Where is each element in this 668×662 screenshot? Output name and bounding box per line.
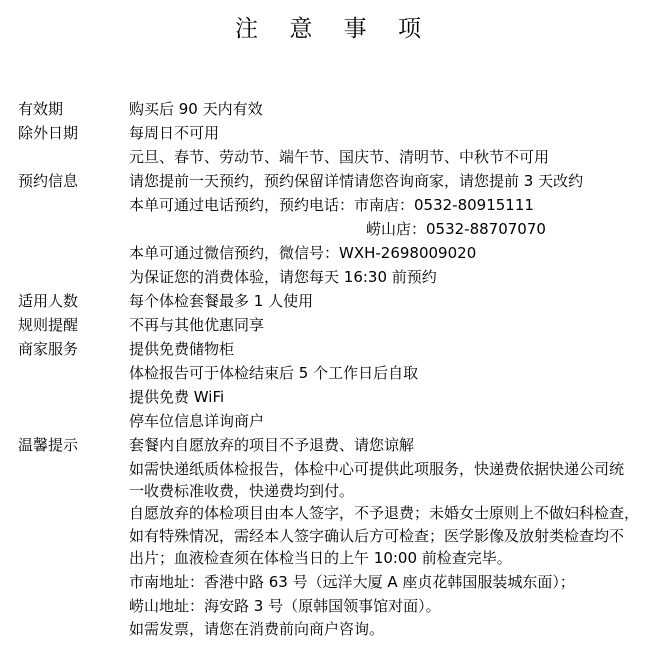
validity-label: 有效期 <box>18 100 64 118</box>
merchant-service-label: 商家服务 <box>18 340 79 358</box>
excluded-dates-label: 除外日期 <box>18 124 79 142</box>
applicable-text: 每个体检套餐最多 1 人使用 <box>129 292 314 310</box>
rules-label: 规则提醒 <box>18 316 79 334</box>
tips-line-5: 如有特殊情况，需经本人签字确认后方可检查；医学影像及放射类检查均不 <box>129 527 625 545</box>
tips-address-laoshan: 崂山地址：海安路 3 号（原韩国领事馆对面）。 <box>129 597 441 615</box>
page-title: 注 意 事 项 <box>235 16 433 42</box>
merchant-service-line-4: 停车位信息详询商户 <box>129 412 265 430</box>
applicable-label: 适用人数 <box>18 292 79 310</box>
booking-label: 预约信息 <box>18 172 79 190</box>
merchant-service-line-2: 体检报告可于体检结束后 5 个工作日后自取 <box>129 364 419 382</box>
tips-line-1: 套餐内自愿放弃的项目不予退费、请您谅解 <box>129 436 415 454</box>
tips-line-3: 一收费标准收费，快递费均到付。 <box>129 482 355 500</box>
booking-line-1: 请您提前一天预约，预约保留详情请您咨询商家，请您提前 3 天改约 <box>129 172 584 190</box>
merchant-service-line-1: 提供免费储物柜 <box>129 340 235 358</box>
excluded-dates-line-1: 每周日不可用 <box>129 124 220 142</box>
merchant-service-line-3: 提供免费 WiFi <box>129 388 225 406</box>
booking-wechat-line: 本单可通过微信预约，微信号：WXH-2698009020 <box>129 244 477 262</box>
rules-text: 不再与其他优惠同享 <box>129 316 265 334</box>
tips-invoice-line: 如需发票，请您在消费前向商户咨询。 <box>129 620 385 638</box>
excluded-dates-line-2: 元旦、春节、劳动节、端午节、国庆节、清明节、中秋节不可用 <box>129 148 550 166</box>
validity-text: 购买后 90 天内有效 <box>129 100 263 118</box>
tips-line-2: 如需快递纸质体检报告，体检中心可提供此项服务，快递费依据快递公司统 <box>129 460 625 478</box>
booking-phone-line: 本单可通过电话预约，预约电话：市南店：0532-80915111 <box>129 196 534 214</box>
tips-label: 温馨提示 <box>18 436 79 454</box>
booking-phone-line-2: 崂山店：0532-88707070 <box>366 220 546 238</box>
tips-line-6: 出片；血液检查须在体检当日的上午 10:00 前检查完毕。 <box>129 549 512 567</box>
tips-address-shinan: 市南地址：香港中路 63 号（远洋大厦 A 座贞花韩国服装城东面）； <box>129 573 575 591</box>
booking-deadline-line: 为保证您的消费体验，请您每天 16:30 前预约 <box>129 268 437 286</box>
tips-line-4: 自愿放弃的体检项目由本人签字，不予退费；未婚女士原则上不做妇科检查， <box>129 504 640 522</box>
